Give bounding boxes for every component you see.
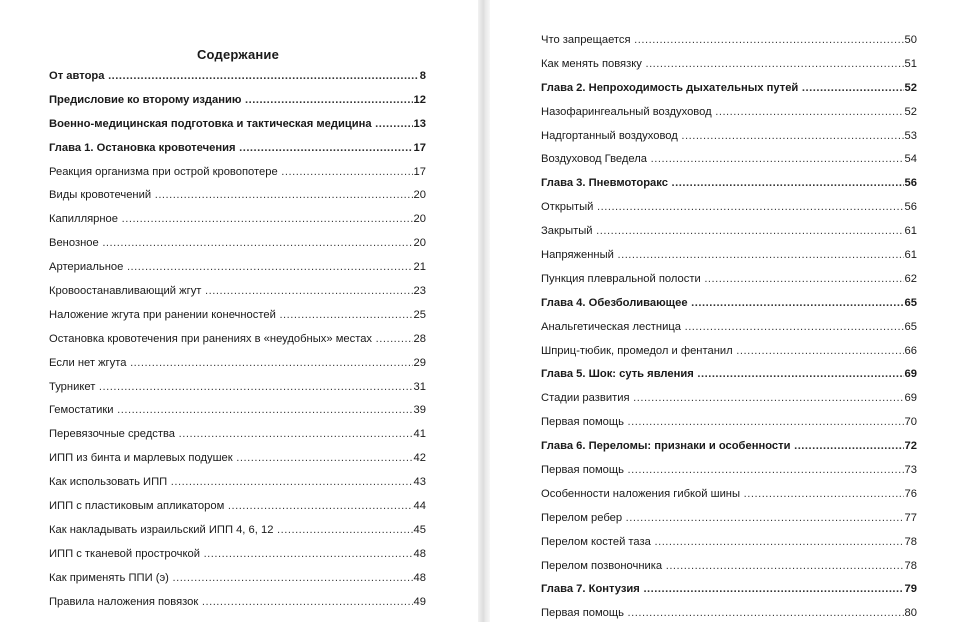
toc-page-number: 66 <box>904 344 917 357</box>
toc-page-number: 51 <box>904 57 917 70</box>
toc-entry <box>49 375 426 399</box>
toc-entry-title: Артериальное ..... <box>49 261 413 273</box>
toc-page-number: 28 <box>413 332 426 345</box>
toc-chapter-entry <box>541 434 917 458</box>
toc-page-number: 56 <box>904 201 917 214</box>
toc-page-number: 78 <box>904 535 917 548</box>
toc-entry-title: Назофарингеальный воздуховод ..... <box>541 106 904 118</box>
toc-entry <box>49 303 426 327</box>
toc-entry-title: Закрытый ..... <box>541 225 904 237</box>
toc-page-number: 56 <box>904 177 917 190</box>
toc-entry-title: Гемостатики ..... <box>49 404 413 416</box>
toc-entry-title: ИПП с тканевой прострочкой ..... <box>49 548 413 560</box>
toc-entry <box>541 219 917 243</box>
toc-page-number: 43 <box>413 476 426 489</box>
toc-entry <box>49 231 426 255</box>
toc-entry-title: Пункция плевральной полости ..... <box>541 273 904 285</box>
toc-entry <box>49 160 426 184</box>
toc-page-number: 52 <box>904 81 917 94</box>
toc-page-number: 21 <box>413 261 426 274</box>
toc-entry-title: Как использовать ИПП ..... <box>49 476 413 488</box>
toc-entry <box>49 422 426 446</box>
toc-page-number: 78 <box>904 559 917 572</box>
toc-chapter-entry <box>49 136 426 160</box>
toc-page-number: 12 <box>413 93 426 106</box>
toc-page-number: 48 <box>413 547 426 560</box>
toc-page-number: 50 <box>904 33 917 46</box>
toc-entry-title: Глава 2. Непроходимость дыхательных путей ..... <box>541 82 904 94</box>
toc-page-number: 54 <box>904 153 917 166</box>
toc-entry <box>541 100 917 124</box>
toc-chapter-entry <box>541 76 917 100</box>
toc-entry <box>49 446 426 470</box>
toc-list-left <box>49 64 426 613</box>
toc-page-number: 76 <box>904 487 917 500</box>
toc-entry <box>49 518 426 542</box>
toc-page-number: 48 <box>413 571 426 584</box>
toc-entry-title: Остановка кровотечения при ранениях в «неудобных» местах ..... <box>49 333 413 345</box>
toc-entry-title: Первая помощь ..... <box>541 416 904 428</box>
toc-entry-title: Турникет ..... <box>49 381 413 393</box>
toc-chapter-entry <box>49 112 426 136</box>
toc-page-number: 8 <box>419 69 426 82</box>
toc-entry-title: Первая помощь ..... <box>541 464 904 476</box>
toc-entry-title: ИПП с пластиковым апликатором ..... <box>49 500 413 512</box>
toc-page-number: 29 <box>413 356 426 369</box>
toc-entry <box>49 494 426 518</box>
toc-entry-title: Особенности наложения гибкой шины ..... <box>541 488 904 500</box>
toc-page-number: 23 <box>413 284 426 297</box>
page-title: Содержание <box>196 47 280 62</box>
toc-entry-title: Перелом позвоночника ..... <box>541 560 904 572</box>
right-page <box>490 0 974 622</box>
toc-page-number: 20 <box>413 213 426 226</box>
toc-page-number: 79 <box>904 583 917 596</box>
toc-page-number: 65 <box>904 320 917 333</box>
toc-page-number: 73 <box>904 463 917 476</box>
toc-entry <box>49 542 426 566</box>
toc-entry <box>541 267 917 291</box>
toc-entry-title: Кровоостанавливающий жгут ..... <box>49 285 413 297</box>
book-gutter <box>478 0 490 622</box>
toc-chapter-entry <box>541 171 917 195</box>
toc-chapter-entry <box>541 362 917 386</box>
toc-page-number: 31 <box>413 380 426 393</box>
toc-entry-title: Перевязочные средства ..... <box>49 428 413 440</box>
toc-entry <box>49 327 426 351</box>
toc-page-number: 20 <box>413 237 426 250</box>
toc-entry-title: Стадии развития ..... <box>541 392 904 404</box>
toc-entry-title: Воздуховод Гведела ..... <box>541 153 904 165</box>
toc-entry <box>541 195 917 219</box>
toc-page-number: 49 <box>413 595 426 608</box>
toc-chapter-entry <box>49 88 426 112</box>
toc-entry-title: Открытый ..... <box>541 201 904 213</box>
left-page <box>0 0 478 622</box>
toc-entry <box>541 458 917 482</box>
toc-entry <box>541 124 917 148</box>
toc-entry-title: Реакция организма при острой кровопотере ..... <box>49 166 413 178</box>
toc-entry-title: Как применять ППИ (э) ..... <box>49 572 413 584</box>
toc-entry <box>541 530 917 554</box>
toc-page-number: 52 <box>904 105 917 118</box>
toc-entry-title: Предисловие ко второму изданию ..... <box>49 94 413 106</box>
toc-page-number: 41 <box>413 428 426 441</box>
toc-entry <box>49 255 426 279</box>
toc-entry <box>541 506 917 530</box>
toc-entry <box>49 590 426 614</box>
toc-list-right <box>541 28 917 625</box>
toc-entry-title: Как накладывать израильский ИПП 4, 6, 12 ..... <box>49 524 413 536</box>
toc-entry <box>541 243 917 267</box>
toc-entry-title: Перелом костей таза ..... <box>541 536 904 548</box>
toc-entry <box>49 398 426 422</box>
toc-entry <box>49 279 426 303</box>
toc-page-number: 13 <box>413 117 426 130</box>
toc-entry-title: ИПП из бинта и марлевых подушек ..... <box>49 452 413 464</box>
toc-entry <box>49 207 426 231</box>
toc-entry-title: Шприц-тюбик, промедол и фентанил ..... <box>541 345 904 357</box>
toc-entry-title: Если нет жгута ..... <box>49 357 413 369</box>
toc-entry-title: Глава 5. Шок: суть явления ..... <box>541 368 904 380</box>
toc-page-number: 77 <box>904 511 917 524</box>
toc-entry-title: Первая помощь ..... <box>541 607 904 619</box>
toc-entry <box>541 601 917 625</box>
toc-entry <box>541 410 917 434</box>
toc-page-number: 69 <box>904 368 917 381</box>
toc-page-number: 44 <box>413 499 426 512</box>
toc-entry-title: Глава 1. Остановка кровотечения ..... <box>49 142 413 154</box>
toc-entry-title: Напряженный ..... <box>541 249 904 261</box>
toc-entry-title: Глава 3. Пневмоторакс ..... <box>541 177 904 189</box>
toc-entry <box>541 52 917 76</box>
toc-entry <box>541 28 917 52</box>
toc-entry <box>541 554 917 578</box>
toc-page-number: 25 <box>413 308 426 321</box>
toc-page-number: 70 <box>904 416 917 429</box>
toc-page-number: 45 <box>413 523 426 536</box>
toc-entry <box>49 351 426 375</box>
toc-page-number: 17 <box>413 141 426 154</box>
toc-entry-title: Военно-медицинская подготовка и тактическая медицина ..... <box>49 118 413 130</box>
toc-entry-title: Анальгетическая лестница ..... <box>541 321 904 333</box>
toc-page-number: 20 <box>413 189 426 202</box>
toc-page-number: 42 <box>413 452 426 465</box>
toc-page-number: 69 <box>904 392 917 405</box>
toc-page-number: 17 <box>413 165 426 178</box>
toc-entry-title: Наложение жгута при ранении конечностей ..... <box>49 309 413 321</box>
toc-entry <box>541 315 917 339</box>
toc-page-number: 53 <box>904 129 917 142</box>
toc-entry-title: Перелом ребер ..... <box>541 512 904 524</box>
toc-page-number: 61 <box>904 248 917 261</box>
toc-entry <box>541 386 917 410</box>
toc-entry <box>541 339 917 363</box>
toc-page-number: 39 <box>413 404 426 417</box>
toc-entry <box>541 147 917 171</box>
toc-entry-title: Венозное ..... <box>49 237 413 249</box>
toc-page-number: 61 <box>904 225 917 238</box>
toc-entry-title: Капиллярное ..... <box>49 213 413 225</box>
toc-chapter-entry <box>49 64 426 88</box>
toc-entry <box>49 183 426 207</box>
toc-page-number: 62 <box>904 272 917 285</box>
toc-page-number: 72 <box>904 440 917 453</box>
toc-entry-title: Как менять повязку ..... <box>541 58 904 70</box>
toc-chapter-entry <box>541 577 917 601</box>
toc-entry-title: Виды кровотечений ..... <box>49 189 413 201</box>
toc-entry-title: Правила наложения повязок ..... <box>49 596 413 608</box>
toc-entry <box>49 566 426 590</box>
toc-entry-title: Что запрещается ..... <box>541 34 904 46</box>
toc-page-number: 65 <box>904 296 917 309</box>
toc-entry <box>541 482 917 506</box>
toc-entry-title: Надгортанный воздуховод ..... <box>541 130 904 142</box>
toc-chapter-entry <box>541 291 917 315</box>
toc-entry <box>49 470 426 494</box>
toc-entry-title: От автора ..... <box>49 70 419 82</box>
toc-entry-title: Глава 6. Переломы: признаки и особенности ..... <box>541 440 904 452</box>
toc-entry-title: Глава 7. Контузия ..... <box>541 583 904 595</box>
toc-page-number: 80 <box>904 607 917 620</box>
toc-entry-title: Глава 4. Обезболивающее ..... <box>541 297 904 309</box>
